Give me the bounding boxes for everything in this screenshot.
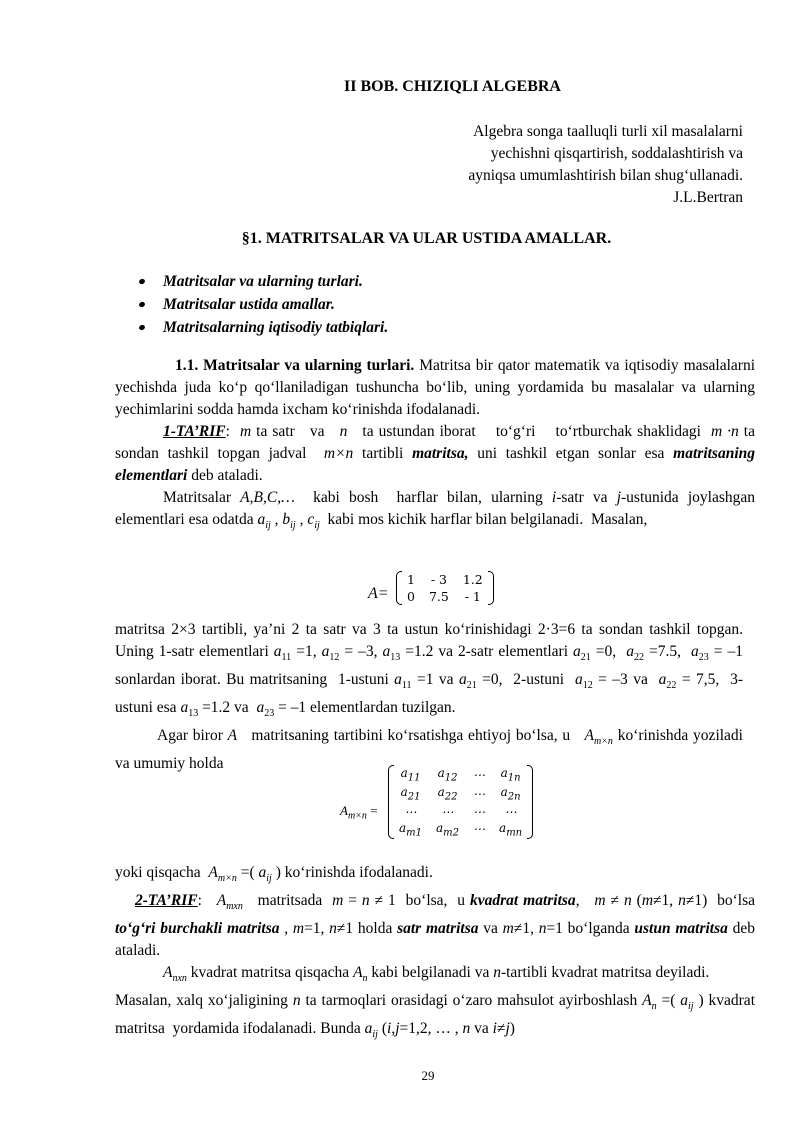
text-block-3 xyxy=(115,862,755,1046)
matrix-cell: ⋯ xyxy=(473,787,486,802)
matrix-cell: 1.2 xyxy=(462,572,483,587)
section-title: §1. MATRITSALAR VA ULAR USTIDA AMALLAR. xyxy=(241,230,612,247)
matrix-cell: 1 xyxy=(407,572,415,587)
matrix-cell: $a_{m2}$ xyxy=(436,820,460,839)
epigraph xyxy=(468,121,743,209)
epigraph-line: ayniqsa umumlashtirish bilan shug‘ullanadi. xyxy=(468,167,743,184)
subsection-heading: 1.1. Matritsalar va ularning turlari. xyxy=(175,357,415,374)
chapter-title: II BOB. CHIZIQLI ALGEBRA xyxy=(344,78,561,95)
general-matrix-name: $A_{m\times n}$ = xyxy=(340,803,378,822)
definition-1-label: 1-TA’RIF xyxy=(163,423,226,440)
paragraph-example-econ: Masalan, xalq xo‘jaligining n ta tarmoqlari orasidagi o‘zaro mahsulot ayirboshlash $A_n$ =( $a_{ij}$ ) kvadrat matritsa yordamida ifodalanadi. Bunda $a_{ij}$ (i,j=1,2, … , n va i≠j) xyxy=(115,992,755,1041)
matrix-cell: $a_{12}$ xyxy=(437,766,458,784)
paragraph-square: $A_{nxn}$ kvadrat matritsa qisqacha $A_n$ kabi belgilanadi va n-tartibli kvadrat matritsa deyiladi. xyxy=(163,964,710,985)
matrix-name: A= xyxy=(368,585,389,602)
right-paren xyxy=(527,765,533,839)
matrix-cell: - 1 xyxy=(464,589,481,604)
left-paren xyxy=(388,765,394,839)
paragraph-order: Agar biror A matritsaning tartibini ko‘rsatishga ehtiyoj bo‘lsa, u $A_{m\times n}$ ko‘rinishda yoziladi va umumiy holda xyxy=(115,727,743,773)
matrix-cell: $a_{2n}$ xyxy=(500,785,521,803)
matrix-cell: ⋯ xyxy=(473,822,486,837)
topic-list xyxy=(137,270,388,339)
epigraph-line: yechishni qisqartirish, soddalashtirish va xyxy=(490,145,743,162)
general-matrix xyxy=(340,765,533,843)
paragraph-def2: 2-TA’RIF: $A_{mxn}$ matritsada m = n ≠ 1 bo‘lsa, u kvadrat matritsa, m ≠ n (m≠1, n≠1) bo‘lsa to‘g‘ri burchakli matritsa , m=1, n≠1 holda satr matritsa va m≠1, n=1 bo‘lganda ustun matritsa deb ataladi. xyxy=(115,892,756,960)
matrix-table xyxy=(400,571,490,605)
text-block-1 xyxy=(115,355,755,537)
matrix-row xyxy=(392,765,529,784)
definition-2-label: 2-TA’RIF xyxy=(135,892,198,910)
matrix-cell: $a_{21}$ xyxy=(400,785,421,803)
matrix-row xyxy=(392,804,529,820)
matrix-cell: 7.5 xyxy=(428,589,449,604)
matrix-cell: $a_{mn}$ xyxy=(499,820,523,839)
matrix-cell: ⋯ xyxy=(404,804,417,819)
paragraph-short-form: yoki qisqacha $A_{m\times n}$ =( $a_{ij}$ ) ko‘rinishda ifodalanadi. xyxy=(115,864,433,885)
text-block-2 xyxy=(115,619,743,775)
matrix-cell: $a_{11}$ xyxy=(400,766,421,784)
topic-item: Matritsalar va ularning turlari. xyxy=(137,270,388,293)
matrix-cell: ⋯ xyxy=(504,804,517,819)
right-paren xyxy=(488,571,494,605)
paragraph-notation: Matritsalar A,B,C,… kabi bosh harflar bilan, ularning i-satr va j-ustunida joylashgan elementlari esa odatda $a_{ij}$ , $b_{ij}$ , $c_{ij}$ kabi mos kichik harflar bilan belgilanadi. Masalan, xyxy=(115,489,755,532)
matrix-cell: ⋯ xyxy=(441,804,454,819)
matrix-row xyxy=(400,571,490,588)
matrix-cell: $a_{1n}$ xyxy=(500,766,521,784)
matrix-row xyxy=(400,588,490,605)
matrix-cell: ⋯ xyxy=(473,804,486,819)
matrix-cell: 0 xyxy=(407,589,415,604)
epigraph-line: Algebra songa taalluqli turli xil masalalarni xyxy=(473,123,743,140)
page-number: 29 xyxy=(421,1068,435,1083)
matrix-cell: $a_{22}$ xyxy=(437,785,458,803)
left-paren xyxy=(396,571,402,605)
paragraph-example-desc: matritsa 2×3 tartibli, ya’ni 2 ta satr va 3 ta ustun ko‘rinishidagi 2·3=6 ta sondan tashkil topgan. Uning 1-satr elementlari $a_{11} =1$, $a_{12} = -3$, $a_{13} =1.2$ va 2-satr elementlari $a_{21} =0$, $a_{22} =7.5$, $a_{23} = -1$ sonlardan iborat. Bu matritsaning 1-ustuni $a_{11} =1$ va $a_{21} =0$, 2-ustuni $a_{12} = -3$ va $a_{22} = 7,5$, 3-ustuni esa $a_{13} =1.2$ va $a_{23} = -1$ elementlardan tuzilgan. xyxy=(115,621,743,720)
paragraph-def1: 1-TA’RIF: m ta satr va n ta ustundan iborat to‘g‘ri to‘rtburchak shaklidagi m ·n ta sondan tashkil topgan jadval m×n tartibli matritsa, uni tashkil etgan sonlar esa matritsaning elementlari deb ataladi. xyxy=(115,423,756,484)
example-matrix xyxy=(368,571,494,609)
epigraph-author: J.L.Bertran xyxy=(673,189,743,206)
matrix-cell: $a_{m1}$ xyxy=(399,820,423,839)
matrix-cell: ⋯ xyxy=(473,767,486,782)
intro-text: Matritsa bir qator matematik va iqtisodiy masalalarni yechishda juda ko‘p qo‘llaniladigan tushuncha bo‘lib, uning yordamida bu masalalar va ularning yechimlarini sodda hamda ixcham ko‘rinishda ifodalanadi. xyxy=(115,357,756,418)
matrix-cell: - 3 xyxy=(430,572,447,587)
general-matrix-table xyxy=(392,765,529,839)
topic-item: Matritsalar ustida amallar. xyxy=(137,293,388,316)
matrix-row xyxy=(392,820,529,839)
paragraph-intro xyxy=(115,355,755,421)
matrix-row xyxy=(392,784,529,803)
topic-item: Matritsalarning iqtisodiy tatbiqlari. xyxy=(137,316,388,339)
